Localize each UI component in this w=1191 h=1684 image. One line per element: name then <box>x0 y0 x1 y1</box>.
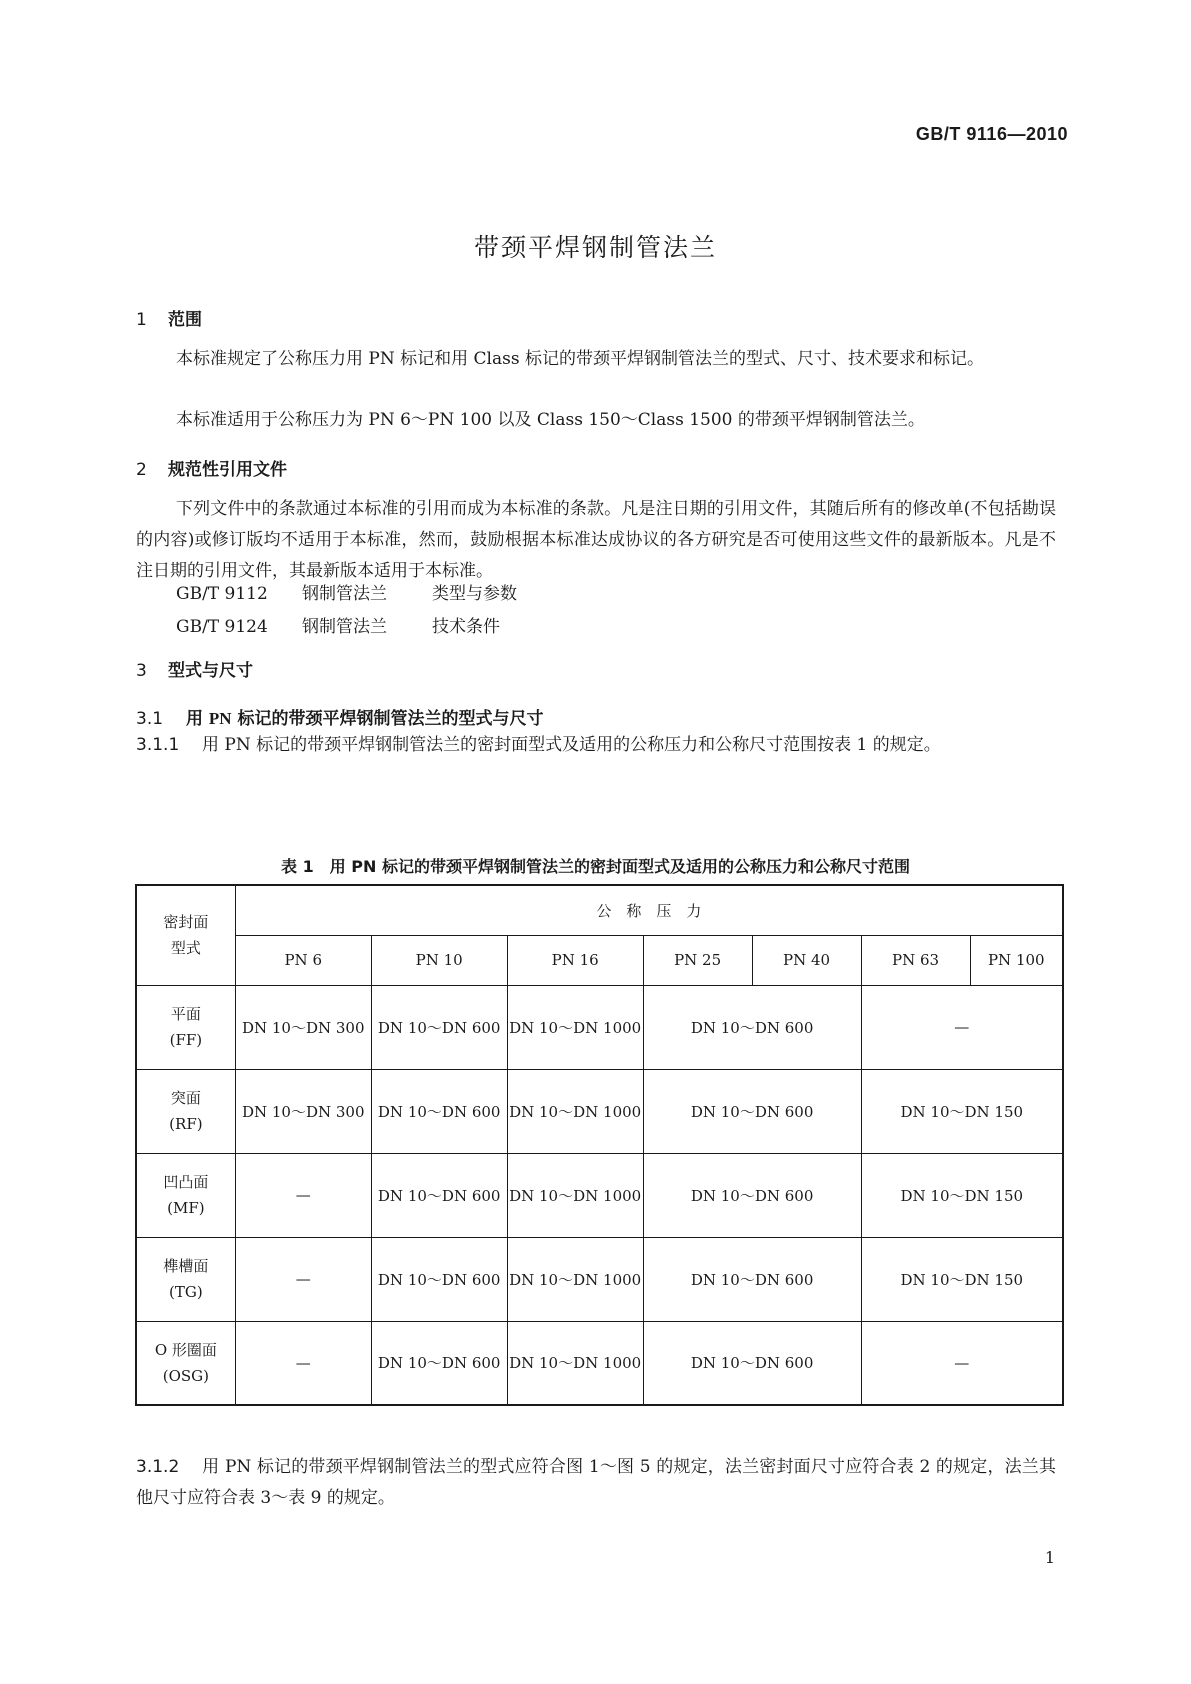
subsection-3-1-heading <box>136 704 544 729</box>
reference-desc: 类型与参数 <box>432 584 517 604</box>
row-type: 平面 <box>170 1005 201 1023</box>
group-header: 公 称 压 力 <box>235 885 1063 935</box>
pressure-header-row <box>136 935 1063 985</box>
section-1-paragraph-1: 本标准规定了公称压力用 PN 标记和用 Class 标记的带颈平焊钢制管法兰的型式、尺寸、技术要求和标记。 <box>176 349 984 369</box>
table-row <box>136 985 1063 1069</box>
table-1 <box>135 884 1064 1406</box>
row-type: 突面 <box>170 1089 201 1107</box>
clause-3-1-1 <box>136 730 1056 761</box>
row-type: O 形圈面 <box>154 1340 217 1359</box>
table-row <box>136 1237 1063 1321</box>
table-row <box>136 1321 1063 1405</box>
cell: DN 10～DN 600 <box>371 985 507 1069</box>
cell: DN 10～DN 1000 <box>507 1069 643 1153</box>
row-label <box>136 1069 235 1153</box>
cell: DN 10～DN 600 <box>643 1153 861 1237</box>
row-code: (OSG) <box>162 1366 210 1385</box>
reference-name: 钢制管法兰 <box>302 617 387 637</box>
row-label <box>136 1153 235 1237</box>
cell: DN 10～DN 600 <box>643 1069 861 1153</box>
pressure-header: PN 25 <box>643 935 752 985</box>
cell: DN 10～DN 150 <box>861 1069 1063 1153</box>
row-code: (MF) <box>167 1199 205 1217</box>
cell: DN 10～DN 600 <box>643 985 861 1069</box>
pressure-header: PN 10 <box>371 935 507 985</box>
section-1-paragraph-2: 本标准适用于公称压力为 PN 6～PN 100 以及 Class 150～Class 1500 的带颈平焊钢制管法兰。 <box>176 410 925 430</box>
row-type: 榫槽面 <box>163 1257 209 1275</box>
reference-desc: 技术条件 <box>432 617 500 637</box>
section-title: 型式与尺寸 <box>168 661 253 681</box>
clause-3-1-2 <box>136 1452 1056 1514</box>
document-title: 带颈平焊钢制管法兰 <box>473 233 717 262</box>
pressure-header: PN 100 <box>970 935 1063 985</box>
cell: DN 10～DN 300 <box>235 985 371 1069</box>
cell: DN 10～DN 600 <box>643 1237 861 1321</box>
cell: DN 10～DN 600 <box>371 1153 507 1237</box>
section-title: 规范性引用文件 <box>168 460 287 480</box>
cell: DN 10～DN 300 <box>235 1069 371 1153</box>
subsection-number: 3.1 <box>136 709 164 729</box>
cell: DN 10～DN 150 <box>861 1153 1063 1237</box>
subsection-title-pre: 用 <box>186 709 209 729</box>
cell: DN 10～DN 600 <box>371 1237 507 1321</box>
section-2-paragraph-1: 下列文件中的条款通过本标准的引用而成为本标准的条款。凡是注日期的引用文件，其随后所有的修改单(不包括勘误的内容)或修订版均不适用于本标准，然而，鼓励根据本标准达成协议的各方研究是否可使用这些文件的最新版本。凡是不注日期的引用文件，其最新版本适用于本标准。 <box>136 499 1056 581</box>
reference-code: GB/T 9124 <box>176 617 268 637</box>
clause-number: 3.1.1 <box>136 735 180 755</box>
section-number: 3 <box>136 661 147 681</box>
normative-references-list <box>176 578 517 644</box>
table-1-caption: 表 1 用 PN 标记的带颈平焊钢制管法兰的密封面型式及适用的公称压力和公称尺寸范围 <box>281 857 910 876</box>
reference-item <box>176 611 517 644</box>
cell: DN 10～DN 600 <box>371 1069 507 1153</box>
corner-line: 密封面 <box>163 913 209 932</box>
subsection-title-pn: PN <box>208 709 232 728</box>
pressure-header: PN 16 <box>507 935 643 985</box>
cell: DN 10～DN 600 <box>371 1321 507 1405</box>
cell: — <box>235 1321 371 1405</box>
corner-line: 型式 <box>170 939 201 958</box>
reference-name: 钢制管法兰 <box>302 584 387 604</box>
clause-text: 用 PN 标记的带颈平焊钢制管法兰的密封面型式及适用的公称压力和公称尺寸范围按表 1 的规定。 <box>202 735 941 755</box>
reference-code: GB/T 9112 <box>176 584 268 604</box>
row-label <box>136 1321 235 1405</box>
pressure-header: PN 40 <box>752 935 861 985</box>
section-number: 1 <box>136 310 147 330</box>
table-header-row <box>136 885 1063 935</box>
cell: — <box>235 1153 371 1237</box>
cell: — <box>861 985 1063 1069</box>
section-2-heading <box>136 455 287 480</box>
row-type: 凹凸面 <box>163 1173 209 1191</box>
cell: — <box>861 1321 1063 1405</box>
cell: DN 10～DN 150 <box>861 1237 1063 1321</box>
cell: — <box>235 1237 371 1321</box>
pressure-header: PN 6 <box>235 935 371 985</box>
cell: DN 10～DN 1000 <box>507 985 643 1069</box>
cell: DN 10～DN 1000 <box>507 1321 643 1405</box>
row-label <box>136 985 235 1069</box>
row-code: (TG) <box>169 1283 203 1301</box>
table-row <box>136 1153 1063 1237</box>
row-code: (FF) <box>169 1031 203 1049</box>
corner-header <box>136 885 235 985</box>
section-3-heading <box>136 656 253 681</box>
cell: DN 10～DN 1000 <box>507 1237 643 1321</box>
clause-number: 3.1.2 <box>136 1457 180 1477</box>
section-number: 2 <box>136 460 147 480</box>
cell: DN 10～DN 1000 <box>507 1153 643 1237</box>
standard-code: GB/T 9116—2010 <box>915 124 1068 144</box>
cell: DN 10～DN 600 <box>643 1321 861 1405</box>
section-1-heading <box>136 305 202 330</box>
reference-item <box>176 578 517 611</box>
clause-text: 用 PN 标记的带颈平焊钢制管法兰的型式应符合图 1～图 5 的规定，法兰密封面尺寸应符合表 2 的规定，法兰其他尺寸应符合表 3～表 9 的规定。 <box>136 1457 1056 1508</box>
section-title: 范围 <box>168 310 202 330</box>
subsection-title-post: 标记的带颈平焊钢制管法兰的型式与尺寸 <box>231 709 544 729</box>
pressure-header: PN 63 <box>861 935 970 985</box>
table-row <box>136 1069 1063 1153</box>
row-label <box>136 1237 235 1321</box>
page-number: 1 <box>1044 1548 1055 1567</box>
row-code: (RF) <box>169 1115 203 1133</box>
